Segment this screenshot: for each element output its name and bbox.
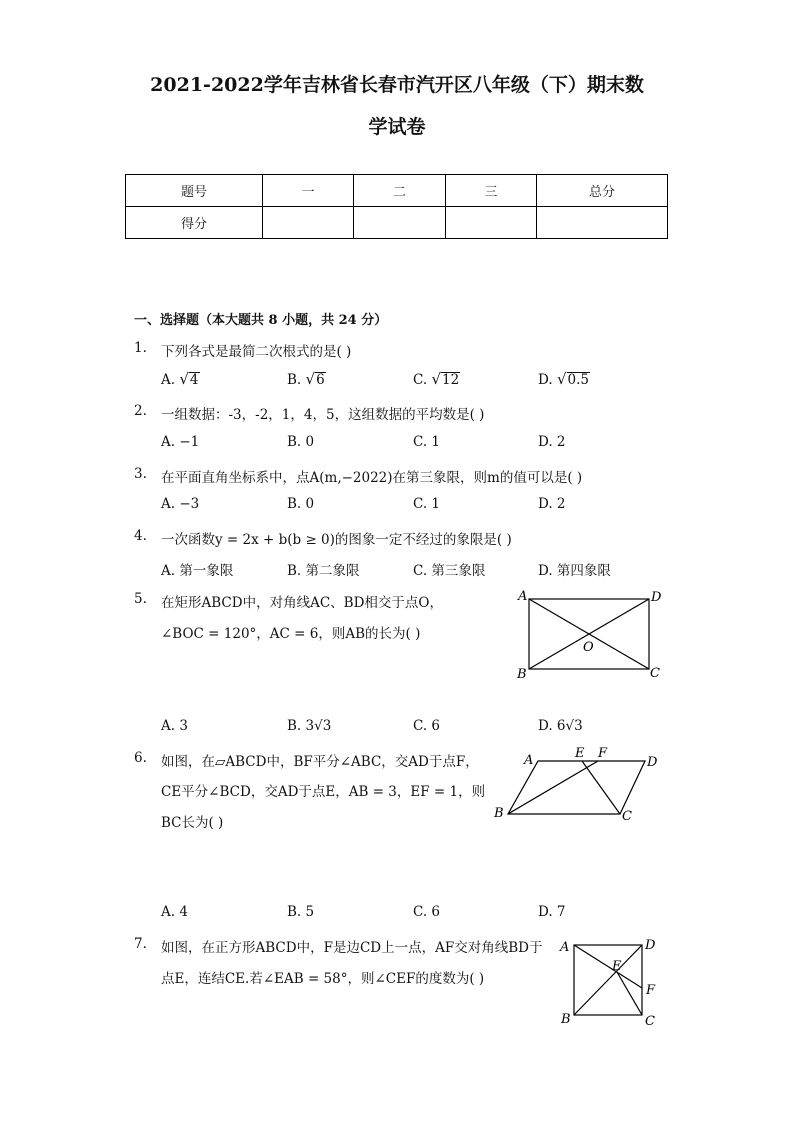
point-label: O [583,640,594,655]
question-text-line: 点E，连结CE.若∠EAB = 58°，则∠CEF的度数为( ) [161,971,485,987]
option-b[interactable]: B. 3√3 [287,718,332,734]
question-number: 3. [134,466,147,482]
score-input-cell[interactable] [263,207,354,239]
option-d[interactable]: D. 第四象限 [538,563,611,579]
title-line-1: 2021-2022学年吉林省长春市汽开区八年级（下）期末数 [150,74,644,96]
table-row [126,175,668,207]
point-label: F [598,746,608,761]
question-number: 6. [134,750,147,766]
option-b[interactable]: B. 0 [287,434,315,450]
option-c[interactable]: C. 6 [413,904,441,920]
table-cell: 总分 [537,175,668,207]
table-cell: 题号 [126,175,263,207]
option-a[interactable]: A. 第一象限 [161,563,234,579]
option-d[interactable]: D. 2 [538,496,566,512]
option-b[interactable] [287,370,326,388]
point-label: D [645,938,656,953]
option-a[interactable]: A. 4 [161,904,188,920]
score-input-cell[interactable] [446,207,537,239]
point-label: A [524,753,534,768]
option-c[interactable]: C. 1 [413,434,441,450]
option-label: C. [413,372,428,388]
table-row [126,207,668,239]
option-b[interactable]: B. 5 [287,904,315,920]
option-label: D. [538,372,553,388]
radicand: 12 [442,372,460,388]
table-cell: 二 [354,175,446,207]
score-table [125,174,668,239]
question-number: 5. [134,591,147,607]
question-number: 7. [134,936,147,952]
option-d[interactable] [538,370,590,388]
score-input-cell[interactable] [537,207,668,239]
option-b[interactable]: B. 第二象限 [287,563,360,579]
question-text-line: CE平分∠BCD，交AD于点E，AB = 3，EF = 1，则 [161,784,486,800]
point-label: D [651,590,662,605]
point-label: B [561,1012,571,1027]
question-text-line: 在矩形ABCD中，对角线AC、BD相交于点O， [161,595,443,611]
radicand: 0.5 [567,372,589,388]
table-cell: 三 [446,175,537,207]
question-text-line: ∠BOC = 120°，AC = 6，则AB的长为( ) [161,626,421,642]
option-c[interactable]: C. 第三象限 [413,563,486,579]
point-label: A [560,940,570,955]
table-cell: 一 [263,175,354,207]
question-number: 1. [134,340,147,356]
point-label: C [622,809,632,824]
title-line-2: 学试卷 [368,116,426,138]
point-label: B [517,667,527,682]
point-label: B [494,806,504,821]
square-figure [555,935,665,1035]
option-d[interactable]: D. 6√3 [538,718,583,734]
question-number: 2. [134,403,147,419]
option-c[interactable]: C. 6 [413,718,441,734]
sqrt-icon: √ [556,370,567,388]
point-label: D [647,755,658,770]
score-input-cell[interactable] [354,207,446,239]
option-label: B. [287,372,302,388]
point-label: C [650,666,660,681]
option-c[interactable] [413,370,460,388]
radicand: 6 [316,372,325,388]
option-a[interactable]: A. 3 [161,718,188,734]
point-label: E [612,959,622,974]
sqrt-icon: √ [179,370,189,388]
option-a[interactable]: A. −3 [161,496,200,512]
option-label: A. [161,372,176,388]
question-text-line: 如图，在正方形ABCD中，F是边CD上一点，AF交对角线BD于 [161,940,543,956]
question-text: 一组数据：-3，-2，1，4，5，这组数据的平均数是( ) [161,407,485,423]
question-text-line: BC长为( ) [161,815,224,831]
question-number: 4. [134,528,147,544]
rectangle-figure [510,585,670,685]
question-text-line: 如图，在▱ABCD中，BF平分∠ABC，交AD于点F， [161,754,479,770]
table-cell: 得分 [126,207,263,239]
option-d[interactable]: D. 7 [538,904,566,920]
question-text: 在平面直角坐标系中，点A(m,−2022)在第三象限，则m的值可以是( ) [161,470,583,486]
point-label: A [518,589,528,604]
option-a[interactable]: A. −1 [161,434,200,450]
section-heading: 一、选择题（本大题共 8 小题，共 24 分） [134,313,388,328]
option-c[interactable]: C. 1 [413,496,441,512]
radicand: 4 [189,372,199,388]
option-d[interactable]: D. 2 [538,434,566,450]
point-label: C [645,1014,655,1029]
point-label: F [646,983,656,998]
point-label: E [575,746,585,761]
option-a[interactable] [161,370,200,388]
sqrt-icon: √ [431,370,441,388]
question-text: 下列各式是最简二次根式的是( ) [161,344,352,360]
parallelogram-figure [490,742,665,827]
option-b[interactable]: B. 0 [287,496,315,512]
sqrt-icon: √ [305,370,316,388]
question-text: 一次函数y = 2x + b(b ≥ 0)的图象一定不经过的象限是( ) [161,532,512,548]
